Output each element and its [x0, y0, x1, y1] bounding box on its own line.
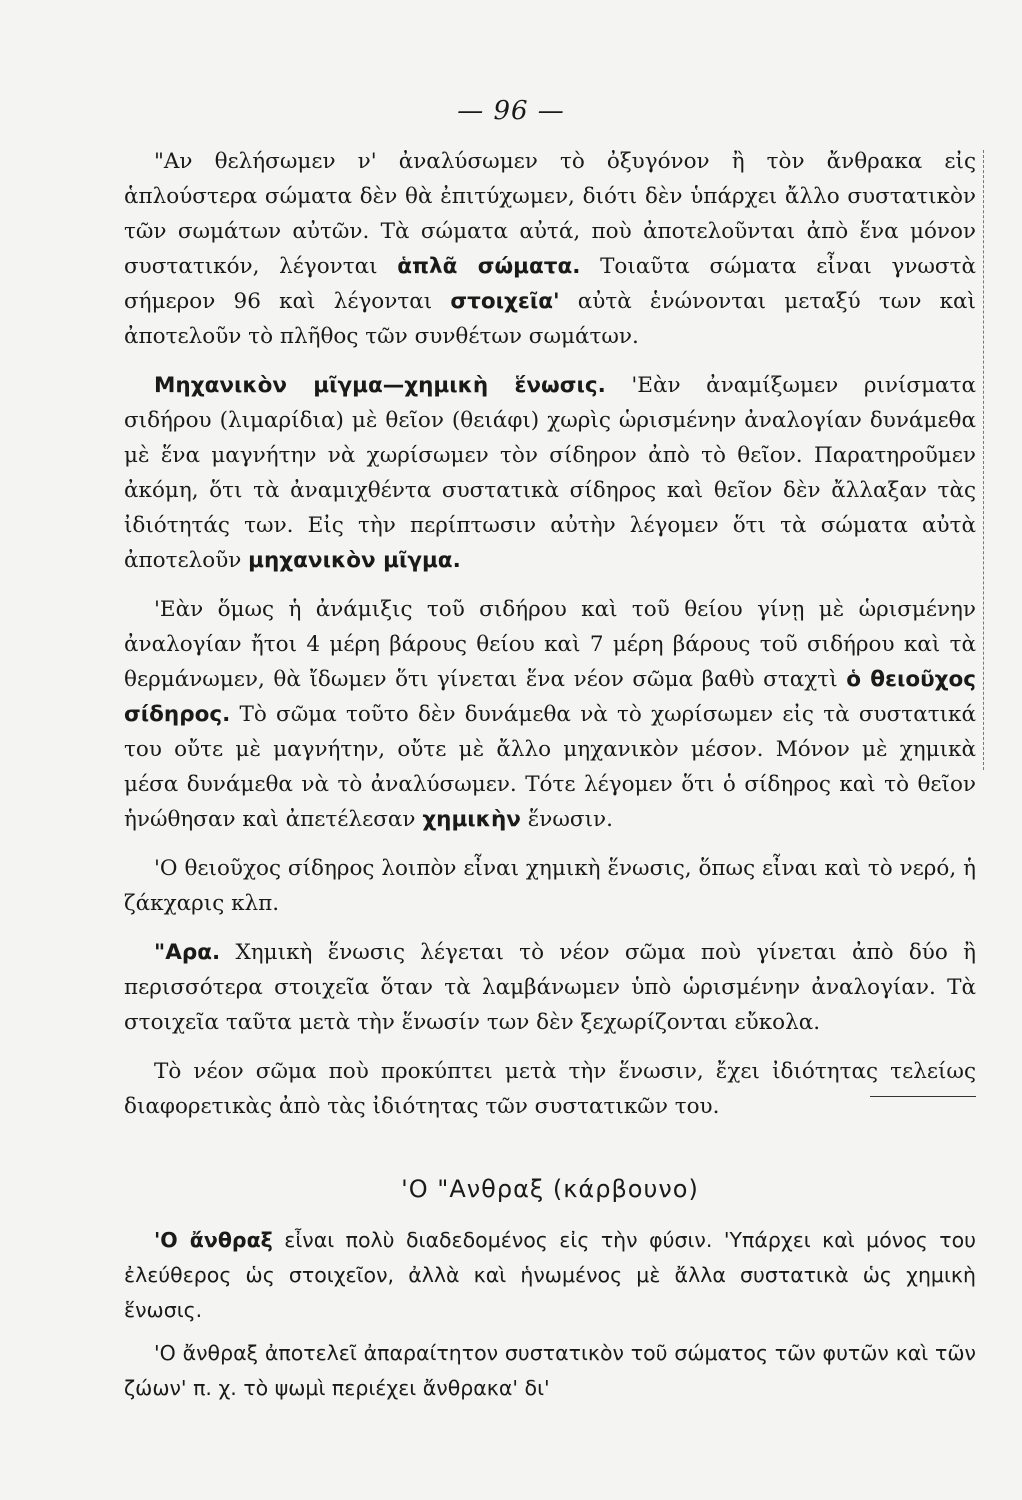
p7-text: εἶναι πολὺ διαδεδομένος εἰς τὴν φύσιν. 'Υπάρχει καὶ μόνος του ἐλεύθερος ὡς στοιχεῖον, ἀλλὰ καὶ ἡνωμένος μὲ ἄλλα συστατικὰ ὡς χημικὴ ἕνωσις.: [124, 1228, 976, 1322]
term-simple-bodies: ἁπλᾶ σώματα.: [397, 254, 581, 279]
term-carbon: 'Ο ἄνθραξ: [154, 1228, 273, 1252]
paragraph-definition: [124, 935, 976, 1040]
paragraph-simple-bodies: [124, 144, 976, 354]
term-mechanical-mixture: μηχανικὸν μῖγμα.: [248, 548, 461, 573]
p6-text: Τὸ νέον σῶμα ποὺ προκύπτει μετὰ τὴν ἕνωσιν, ἔχει ἰδιότητας τελείως διαφορετικὰς ἀπὸ τὰς ἰδιότητας τῶν συστατικῶν του.: [124, 1059, 976, 1119]
paragraph-examples: [124, 851, 976, 921]
p1-text-start: "Αν θελήσωμεν ν' ἀναλύσωμεν τὸ ὀξυγόνον ἢ τὸν ἄνθρακα εἰς ἁπλούστερα σώματα δὲν θὰ ἐπιτύχωμεν, διότι δὲν ὑπάρχει ἄλλο συστατικὸν τῶν σωμάτων αὐτῶν. Τὰ σώματα αὐτά, ποὺ ἀποτελοῦνται ἀπὸ ἕνα μόνον συστατικόν, λέγονται: [124, 149, 976, 279]
paragraph-mechanical-mixture: [124, 368, 976, 578]
term-chemical: χημικὴν: [422, 807, 521, 832]
p1-text-mid: Τοιαῦτα σώματα εἶναι γνωστὰ σήμερον 96 καὶ λέγονται: [124, 254, 977, 314]
scan-edge-mark: [982, 150, 984, 770]
paragraph-carbon-living: [124, 1336, 976, 1406]
p3-text-mid: Τὸ σῶμα τοῦτο δὲν δυνάμεθα νὰ τὸ χωρίσωμεν εἰς τὰ συστατικά του οὔτε μὲ μαγνήτην, οὔτε μὲ ἄλλο μηχανικὸν μέσον. Μόνον μὲ χημικὰ μέσα δυνάμεθα νὰ τὸ ἀναλύσωμεν. Τότε λέγομεν ὅτι ὁ σίδηρος καὶ τὸ θεῖον ἡνώθησαν καὶ ἀπετέλεσαν: [124, 702, 976, 832]
paragraph-chemical-compound: [124, 592, 976, 837]
p5-text: Χημικὴ ἕνωσις λέγεται τὸ νέον σῶμα ποὺ γίνεται ἀπὸ δύο ἢ περισσότερα στοιχεῖα ὅταν τὰ λαμβάνωμεν ὑπὸ ὡρισμένην ἀναλογίαν. Τὰ στοιχεῖα ταῦτα μετὰ τὴν ἕνωσίν των δὲν ξεχωρίζονται εὔκολα.: [124, 940, 976, 1035]
p4-text: 'Ο θειοῦχος σίδηρος λοιπὸν εἶναι χημικὴ ἕνωσις, ὅπως εἶναι καὶ τὸ νερό, ἡ ζάκχαρις κλπ.: [124, 856, 976, 916]
separator-line: [870, 1096, 976, 1097]
p3-text-end: ἕνωσιν.: [520, 807, 613, 832]
section-heading-carbon: 'Ο "Ανθραξ (κάρβουνο): [401, 1175, 699, 1203]
term-iron-sulfide: ὁ θειοῦχος σίδηρος.: [124, 667, 977, 727]
body-text: [124, 144, 976, 1406]
p3-text-start: 'Εὰν ὅμως ἡ ἀνάμιξις τοῦ σιδήρου καὶ τοῦ θείου γίνῃ μὲ ὡρισμένην ἀναλογίαν ἤτοι 4 μέρη βάρους θείου καὶ 7 μέρη βάρους τοῦ σιδήρου καὶ τὰ θερμάνωμεν, θὰ ἴδωμεν ὅτι γίνεται ἕνα νέον σῶμα βαθὺ σταχτὶ: [124, 597, 976, 692]
term-therefore: "Αρα.: [154, 940, 221, 965]
p2-text: 'Εὰν ἀναμίξωμεν ρινίσματα σιδήρου (λιμαρίδια) μὲ θεῖον (θειάφι) χωρὶς ὡρισμένην ἀναλογίαν δυνάμεθα μὲ ἕνα μαγνήτην νὰ χωρίσωμεν τὸν σίδηρον ἀπὸ τὸ θεῖον. Παρατηροῦμεν ἀκόμη, ὅτι τὰ ἀναμιχθέντα συστατικὰ σίδηρος καὶ θεῖον δὲν ἄλλαξαν τὰς ἰδιότητάς των. Εἰς τὴν περίπτωσιν αὐτὴν λέγομεν ὅτι τὰ σώματα αὐτὰ ἀποτελοῦν: [124, 373, 976, 573]
term-elements: στοιχεῖα': [450, 289, 560, 314]
page-number: — 96 —: [457, 96, 565, 126]
subheading-mixture-compound: Μηχανικὸν μῖγμα—χημικὴ ἕνωσις.: [154, 373, 606, 398]
p1-text-end: αὐτὰ ἑνώνονται μεταξύ των καὶ ἀποτελοῦν τὸ πλῆθος τῶν συνθέτων σωμάτων.: [124, 289, 976, 349]
p8-text: 'Ο ἄνθραξ ἀποτελεῖ ἀπαραίτητον συστατικὸν τοῦ σώματος τῶν φυτῶν καὶ τῶν ζώων' π. χ. τὸ ψωμὶ περιέχει ἄνθρακα' δι': [124, 1341, 976, 1400]
paragraph-properties: [124, 1054, 976, 1124]
paragraph-carbon-nature: [124, 1223, 976, 1328]
